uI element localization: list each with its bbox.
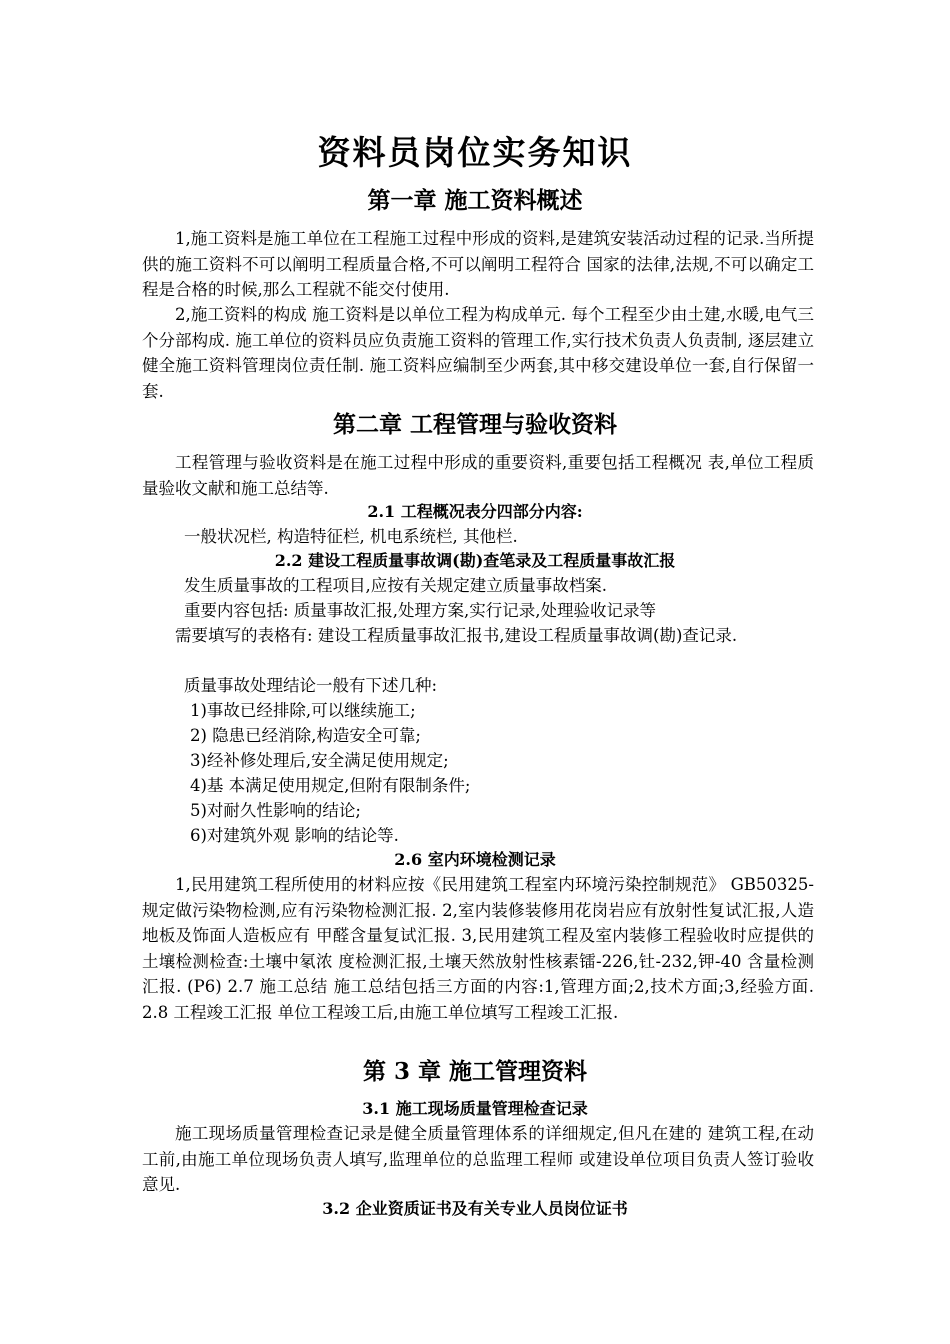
- list-item: 5)对耐久性影响的结论;: [190, 801, 361, 820]
- chapter-3-heading: 第 3 章 施工管理资料: [362, 1058, 588, 1085]
- list-item: 4)基 本满足使用规定,但附有限制条件;: [190, 776, 471, 795]
- section-2-2-line-4: 质量事故处理结论一般有下述几种:: [184, 676, 438, 695]
- chapter-1-heading: 第一章 施工资料概述: [367, 187, 583, 214]
- chapter-1-paragraph-2: 2,施工资料的构成 施工资料是以单位工程为构成单元. 每个工程至少由土建,水暖,电气三个分部构成. 施工单位的资料员应负责施工资料的管理工作,实行技术负责人负责制, 逐层建立健全施工资料管理岗位责任制. 施工资料应编制至少两套,其中移交建设单位一套,自行保留一套.: [142, 305, 814, 401]
- section-2-6-paragraph: 1,民用建筑工程所使用的材料应按《民用建筑工程室内环境污染控制规范》 GB50325- 规定做污染物检测,应有污染物检测汇报. 2,室内装修装修用花岗岩应有放射性复试汇报,人造地板及饰面人造板应有 甲醛含量复试汇报. 3,民用建筑工程及室内装修工程验收时应提供的土壤检测检查:土壤中氡浓 度检测汇报,土壤天然放射性核素镭-226,钍-232,钾-40 含量检测汇报. (P6) 2.7 施工总结 施工总结包括三方面的内容:1,管理方面;2,技术方面;3,经验方面. 2.8 工程竣工汇报 单位工程竣工后,由施工单位填写工程竣工汇报.: [142, 875, 814, 1022]
- chapter-2-intro: 工程管理与验收资料是在施工过程中形成的重要资料,重要包括工程概况 表,单位工程质量验收文献和施工总结等.: [142, 453, 814, 498]
- chapter-1-paragraph-1: 1,施工资料是施工单位在工程施工过程中形成的资料,是建筑安装活动过程的记录.当所提供的施工资料不可以阐明工程质量合格,不可以阐明工程符合 国家的法律,法规,不可以确定工程是合格的时候,那么工程就不能交付使用.: [142, 229, 814, 299]
- document-title: 资料员岗位实务知识: [317, 133, 633, 172]
- list-item: 3)经补修处理后,安全满足使用规定;: [190, 751, 449, 770]
- list-item: 1)事故已经排除,可以继续施工;: [190, 701, 416, 720]
- list-item: 2) 隐患已经消除,构造安全可靠;: [190, 726, 421, 745]
- section-2-1-heading: 2.1 工程概况表分四部分内容:: [367, 502, 583, 521]
- section-3-2-heading: 3.2 企业资质证书及有关专业人员岗位证书: [322, 1199, 628, 1218]
- list-item: 6)对建筑外观 影响的结论等.: [190, 826, 399, 845]
- section-2-2-heading: 2.2 建设工程质量事故调(勘)查笔录及工程质量事故汇报: [274, 551, 676, 570]
- section-2-2-line-1: 发生质量事故的工程项目,应按有关规定建立质量事故档案.: [184, 576, 607, 595]
- section-2-1-line: 一般状况栏, 构造特征栏, 机电系统栏, 其他栏.: [184, 527, 518, 546]
- section-2-2-line-2: 重要内容包括: 质量事故汇报,处理方案,实行记录,处理验收记录等: [184, 601, 657, 620]
- section-3-1-heading: 3.1 施工现场质量管理检查记录: [362, 1099, 588, 1118]
- section-2-2-paragraph-3: 需要填写的表格有: 建设工程质量事故汇报书,建设工程质量事故调(勘)查记录.: [175, 626, 738, 645]
- section-2-6-heading: 2.6 室内环境检测记录: [394, 850, 556, 869]
- section-3-1-paragraph: 施工现场质量管理检查记录是健全质量管理体系的详细规定,但凡在建的 建筑工程,在动工前,由施工单位现场负责人填写,监理单位的总监理工程师 或建设单位项目负责人签订验收意见.: [142, 1124, 814, 1194]
- chapter-2-heading: 第二章 工程管理与验收资料: [332, 411, 617, 438]
